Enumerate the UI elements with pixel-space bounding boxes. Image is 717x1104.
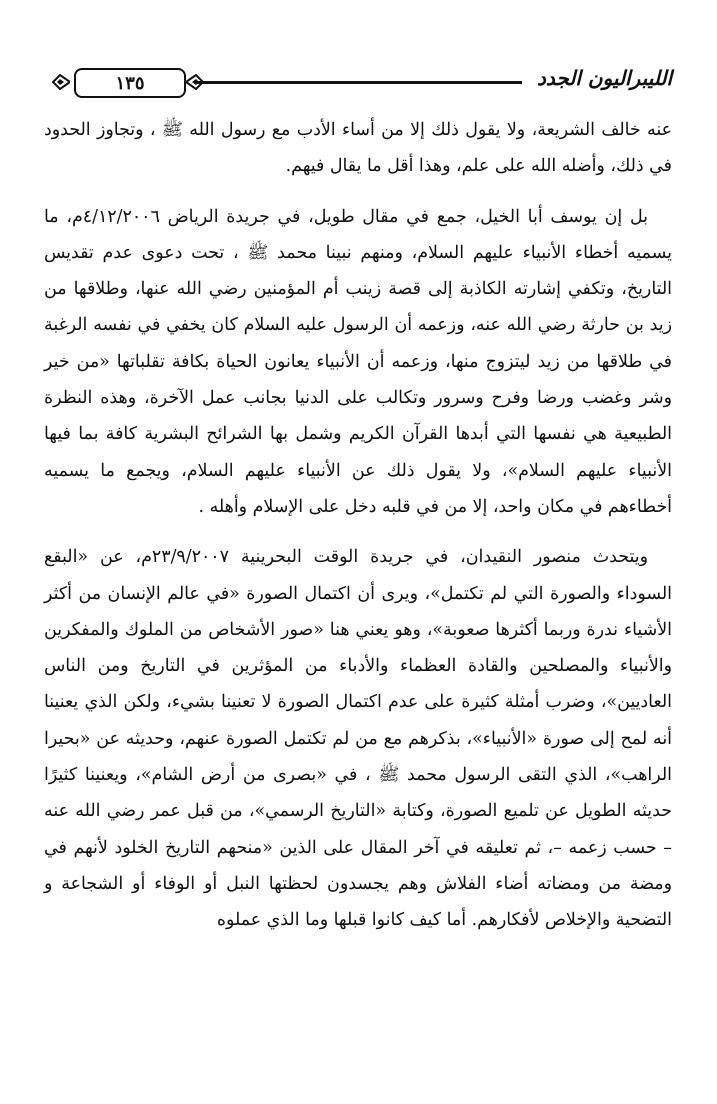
ornament-right-icon	[186, 74, 204, 90]
paragraph-2: بل إن يوسف أبا الخيل، جمع في مقال طويل، في جريدة الرياض ٤/١٢/٢٠٠٦م، ما يسميه أخطاء الأنبياء عليهم السلام، ومنهم نبينا محمد ﷺ ، تحت دعوى عدم تقديس التاريخ، وتكفي إشارته الكاذبة إلى قصة زينب أم المؤمنين رضي الله عنها، وطلاقها من زيد بن حارثة رضي الله عنه، وزعمه أن الرسول عليه السلام كان يخفي في نفسه الرغبة في طلاقها من زيد ليتزوج منها، وزعمه أن الأنبياء يعانون الحياة بكافة تقلباتها «من خير وشر وغضب ورضا وفرح وسرور وتكالب على الدنيا بجانب عمل الآخرة، وهذه النظرة الطبيعية هي نفسها التي أبدها القرآن الكريم وشمل بها الشرائح البشرية كافة بما فيها الأنبياء عليهم السلام»، ولا يقول ذلك عن الأنبياء عليهم السلام، ويجمع ما يسميه أخطاءهم في مكان واحد، إلا من في قلبه دخل على الإسلام وأهله .	[44, 206, 672, 517]
ornament-left-icon	[52, 74, 70, 90]
paragraph-1: عنه خالف الشريعة، ولا يقول ذلك إلا من أساء الأدب مع رسول الله ﷺ ، وتجاوز الحدود في ذلك، وأضله الله على علم، وهذا أقل ما يقال فيهم.	[44, 120, 672, 177]
page-header	[44, 64, 672, 104]
page-number: ١٣٥	[74, 68, 186, 98]
running-title: الليبراليون الجدد	[536, 66, 672, 90]
paragraph-3: ويتحدث منصور النقيدان، في جريدة الوقت البحرينية ٢٣/٩/٢٠٠٧م، عن «البقع السوداء والصورة التي لم تكتمل»، ويرى أن اكتمال الصورة «في عالم الإنسان من أكثر الأشياء ندرة وربما أكثرها صعوبة»، وهو يعني هنا «صور الأشخاص من الملوك والمفكرين والأنبياء والمصلحين والقادة العظماء والأدباء من المؤثرين في التاريخ ومن الناس العاديين»، وضرب أمثلة كثيرة على عدم اكتمال الصورة لا تعنينا بشيء، ولكن الذي يعنينا أنه لمح إلى صورة «الأنبياء»، بذكرهم مع من لم تكتمل الصورة عنهم، وحديثه عن «بحيرا الراهب»، الذي التقى الرسول محمد ﷺ ، في «بصرى من أرض الشام»، ويعنينا كثيرًا حديثه الطويل عن تلميع الصورة، وكتابة «التاريخ الرسمي»، من قبل عمر رضي الله عنه – حسب زعمه –، ثم تعليقه في آخر المقال على الذين «منحهم التاريخ الخلود لأنهم في ومضة من ومضاته أضاء الفلاش وهم يجسدون لحظتها النبل أو الوفاء أو الشجاعة و التضحية والإخلاص لأفكارهم. أما كيف كانوا قبلها وما الذي عملوه	[44, 547, 672, 931]
header-rule	[194, 81, 522, 84]
body-text	[44, 112, 672, 945]
